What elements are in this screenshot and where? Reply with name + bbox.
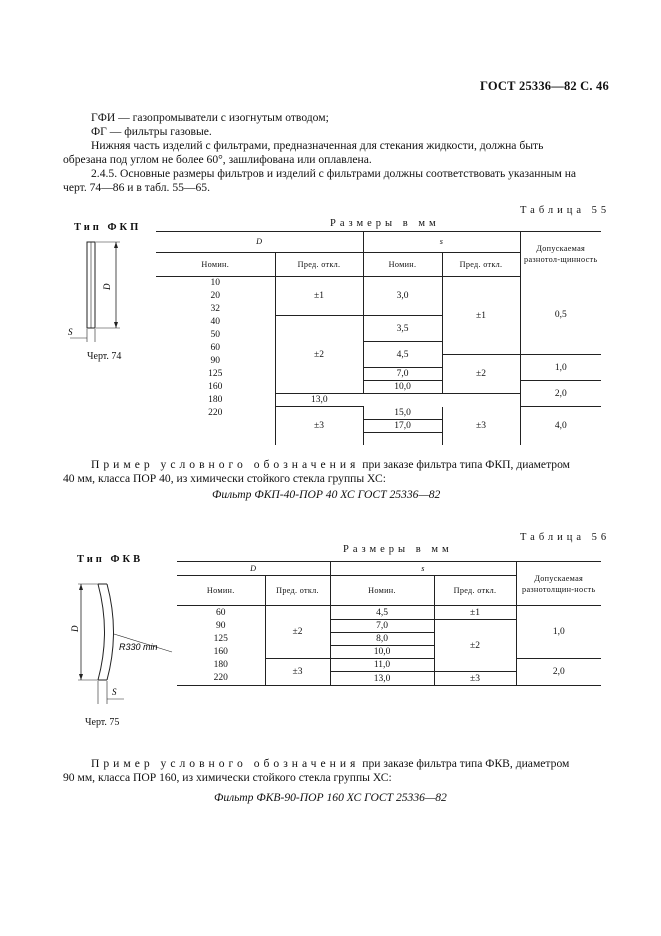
table-cell: 50	[210, 330, 220, 340]
table-cell: 220	[177, 672, 265, 686]
sub-header-nom: Номин.	[177, 576, 265, 606]
table-cell: 160	[213, 647, 228, 657]
table-cell: ±2	[265, 606, 330, 659]
table-cell: ±2	[442, 355, 520, 394]
drawing-74-caption: Черт. 74	[87, 351, 122, 362]
sub-header-nom: Номин.	[156, 253, 275, 277]
example1-designation: Фильтр ФКП-40-ПОР 40 ХС ГОСТ 25336—82	[212, 488, 441, 501]
table-cell: 11,0	[330, 659, 434, 672]
table-cell: 90	[216, 621, 226, 631]
drawing-fkp	[60, 232, 140, 350]
table56-type-label: Тип ФКВ	[77, 554, 144, 565]
table-cell: 180	[213, 660, 228, 670]
table-cell: ±3	[275, 407, 363, 445]
example2-designation: Фильтр ФКВ-90-ПОР 160 ХС ГОСТ 25336—82	[214, 791, 447, 804]
col-header-perm: Допускаемая разнотолщин-ность	[516, 562, 601, 606]
table-cell: ±2	[434, 620, 516, 672]
table-cell: 8,0	[330, 633, 434, 646]
col-header-s: s	[330, 562, 516, 576]
page-header: ГОСТ 25336—82 С. 46	[480, 79, 609, 93]
table-55	[156, 231, 601, 445]
filter-disk-right-curve	[107, 584, 114, 680]
intro-para1-line2: обрезана под углом не более 60°, зашлифована или оплавлена.	[63, 153, 372, 166]
table-cell: 10	[210, 278, 220, 289]
dim-S-label: S	[112, 687, 117, 697]
example1-line1	[91, 458, 570, 472]
drawing-75-caption: Черт. 75	[85, 717, 120, 728]
table-cell: ±3	[265, 659, 330, 686]
table-cell: ±3	[442, 407, 520, 445]
example2-line1	[91, 757, 569, 771]
table-cell	[156, 420, 275, 433]
table-cell: 40	[210, 317, 220, 327]
intro-para2-line1: 2.4.5. Основные размеры фильтров и изделий с фильтрами должны соответствовать указанным на	[91, 167, 577, 180]
dim-D-label: D	[102, 283, 112, 290]
table-cell: 60	[210, 343, 220, 353]
table-cell	[156, 433, 275, 445]
table-cell: 160	[208, 382, 223, 392]
table-cell: 7,0	[330, 620, 434, 633]
table-cell: 20	[210, 291, 220, 301]
table-cell: 1,0	[520, 355, 601, 381]
dim-S-label: S	[68, 327, 73, 337]
table-cell: 180	[208, 395, 223, 405]
table-cell: ±1	[442, 277, 520, 355]
intro-para1-line1: Нижняя часть изделий с фильтрами, предназначенная для стекания жидкости, должна быть	[91, 139, 544, 152]
col-header-s: s	[363, 232, 520, 253]
sub-header-dev: Пред. откл.	[265, 576, 330, 606]
table-cell: 32	[210, 304, 220, 314]
table-cell: 4,0	[520, 407, 601, 445]
table-cell: ±1	[275, 277, 363, 316]
table-cell: 10,0	[363, 381, 442, 394]
table56-units: Размеры в мм	[343, 544, 453, 555]
example1-rest: при заказе фильтра типа ФКП, диаметром	[359, 458, 570, 471]
table55-label: Таблица 55	[520, 205, 611, 216]
table-cell: 60	[216, 607, 226, 618]
dim-D-label: D	[70, 625, 80, 632]
example1-lead: Пример условного обозначения	[91, 458, 360, 471]
table-cell: 4,5	[363, 342, 442, 368]
example2-lead: Пример условного обозначения	[91, 757, 360, 770]
table-cell: ±2	[275, 316, 363, 394]
table55-type-label: Тип ФКП	[74, 222, 142, 233]
table-cell: 1,0	[516, 606, 601, 659]
filter-disk-left-curve	[98, 584, 105, 680]
table-cell: ±1	[434, 606, 516, 620]
intro-line-2: ФГ — фильтры газовые.	[91, 125, 212, 138]
table-cell: 3,0	[363, 277, 442, 316]
table-cell: 90	[210, 356, 220, 366]
table-cell: 0,5	[520, 277, 601, 355]
sub-header-dev2: Пред. откл.	[442, 253, 520, 277]
sub-header-dev: Пред. откл.	[275, 253, 363, 277]
example1-line2: 40 мм, класса ПОР 40, из химически стойкого стекла группы ХС:	[63, 472, 386, 485]
table-cell: 125	[213, 634, 228, 644]
table-cell: 4,5	[330, 606, 434, 620]
table-cell: 2,0	[520, 381, 601, 407]
example2-rest: при заказе фильтра типа ФКВ, диаметром	[359, 757, 570, 770]
table-cell: 13,0	[275, 394, 363, 407]
table56-label: Таблица 56	[520, 532, 611, 543]
table-cell: 13,0	[330, 672, 434, 686]
sub-header-dev2: Пред. откл.	[434, 576, 516, 606]
intro-line-1: ГФИ — газопромыватели с изогнутым отводом;	[91, 111, 329, 124]
table-cell: 7,0	[363, 368, 442, 381]
table-cell: 17,0	[363, 420, 442, 433]
sub-header-nom2: Номин.	[363, 253, 442, 277]
table-cell: 125	[208, 369, 223, 379]
col-header-D: D	[156, 232, 363, 253]
col-header-D: D	[177, 562, 330, 576]
col-header-perm: Допускаемая разнотол-щинность	[520, 232, 601, 277]
example2-line2: 90 мм, класса ПОР 160, из химически стойкого стекла группы ХС:	[63, 771, 392, 784]
table-cell: 3,5	[363, 316, 442, 342]
table-cell: 10,0	[330, 646, 434, 659]
table-cell: 15,0	[363, 407, 442, 420]
table-cell: ±3	[434, 672, 516, 686]
drawing-fkv	[62, 574, 182, 714]
sub-header-nom2: Номин.	[330, 576, 434, 606]
intro-para2-line2: черт. 74—86 и в табл. 55—65.	[63, 181, 210, 194]
dim-R-label: R330 min	[119, 642, 158, 652]
table-cell: 220	[208, 408, 223, 418]
table-cell: 2,0	[516, 659, 601, 686]
table-cell	[363, 433, 442, 445]
table55-units: Размеры в мм	[330, 218, 440, 229]
table-56	[177, 561, 601, 686]
